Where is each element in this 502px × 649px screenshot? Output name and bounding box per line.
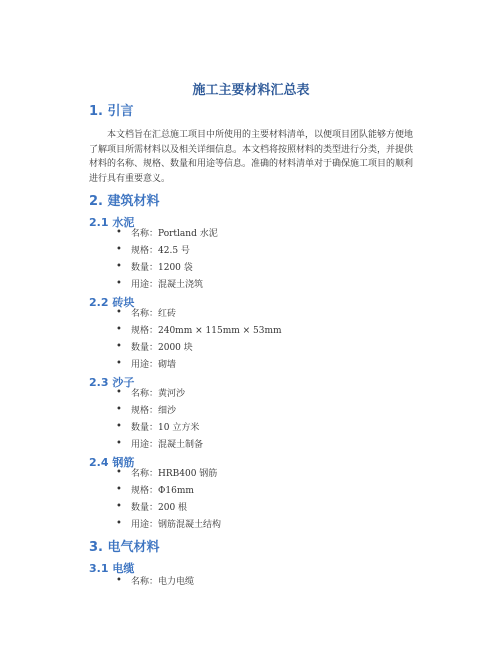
bullet-glyph: •: [116, 278, 122, 289]
bullet-glyph: •: [116, 358, 122, 369]
introduction-paragraph: 本文档旨在汇总施工项目中所使用的主要材料清单，以便项目团队能够方便地了解项目所需材料以及相关详细信息。本文档将按照材料的类型进行分类，并提供材料的名称、规格、数量和用途等信息。准确的材料清单对于确保施工项目的顺利进行具有重要意义。: [89, 130, 414, 184]
heading-bricks: 2.2 砖块: [89, 296, 135, 309]
list-item: 数量：10 立方米: [131, 423, 200, 433]
list-item: 名称：红砖: [131, 309, 177, 319]
heading-cement: 2.1 水泥: [89, 216, 135, 229]
list-item: 名称：HRB400 钢筋: [131, 469, 218, 479]
bullet-glyph: •: [116, 518, 122, 529]
bullet-glyph: •: [116, 227, 122, 238]
list-item: 数量：2000 块: [131, 343, 193, 353]
list-item: 名称：电力电缆: [131, 577, 195, 587]
heading-rebar: 2.4 钢筋: [89, 456, 135, 469]
bullet-glyph: •: [116, 324, 122, 335]
list-item: 用途：砌墙: [131, 360, 177, 370]
heading-electrical-materials: 3. 电气材料: [89, 540, 160, 555]
list-item: 规格：42.5 号: [131, 246, 190, 256]
bullet-glyph: •: [116, 501, 122, 512]
list-item: 用途：混凝土制备: [131, 440, 204, 450]
list-item: 规格：细沙: [131, 406, 177, 416]
bullet-glyph: •: [116, 261, 122, 272]
list-item: 用途：混凝土浇筑: [131, 280, 204, 290]
list-item: 用途：钢筋混凝土结构: [131, 520, 222, 530]
document-title: 施工主要材料汇总表: [192, 83, 310, 98]
list-item: 规格：240mm × 115mm × 53mm: [131, 326, 282, 336]
list-item: 规格：Φ16mm: [131, 486, 194, 496]
list-item: 名称：黄河沙: [131, 389, 186, 399]
bullet-glyph: •: [116, 467, 122, 478]
heading-introduction: 1. 引言: [89, 104, 134, 119]
heading-cable: 3.1 电缆: [89, 562, 135, 575]
heading-sand: 2.3 沙子: [89, 376, 135, 389]
bullet-glyph: •: [116, 438, 122, 449]
bullet-glyph: •: [116, 404, 122, 415]
bullet-glyph: •: [116, 484, 122, 495]
bullet-glyph: •: [116, 575, 122, 586]
list-item: 名称：Portland 水泥: [131, 229, 218, 239]
bullet-glyph: •: [116, 421, 122, 432]
bullet-glyph: •: [116, 307, 122, 318]
bullet-glyph: •: [116, 341, 122, 352]
list-item: 数量：200 根: [131, 503, 188, 513]
heading-building-materials: 2. 建筑材料: [89, 194, 160, 209]
bullet-glyph: •: [116, 244, 122, 255]
bullet-glyph: •: [116, 387, 122, 398]
list-item: 数量：1200 袋: [131, 263, 193, 273]
